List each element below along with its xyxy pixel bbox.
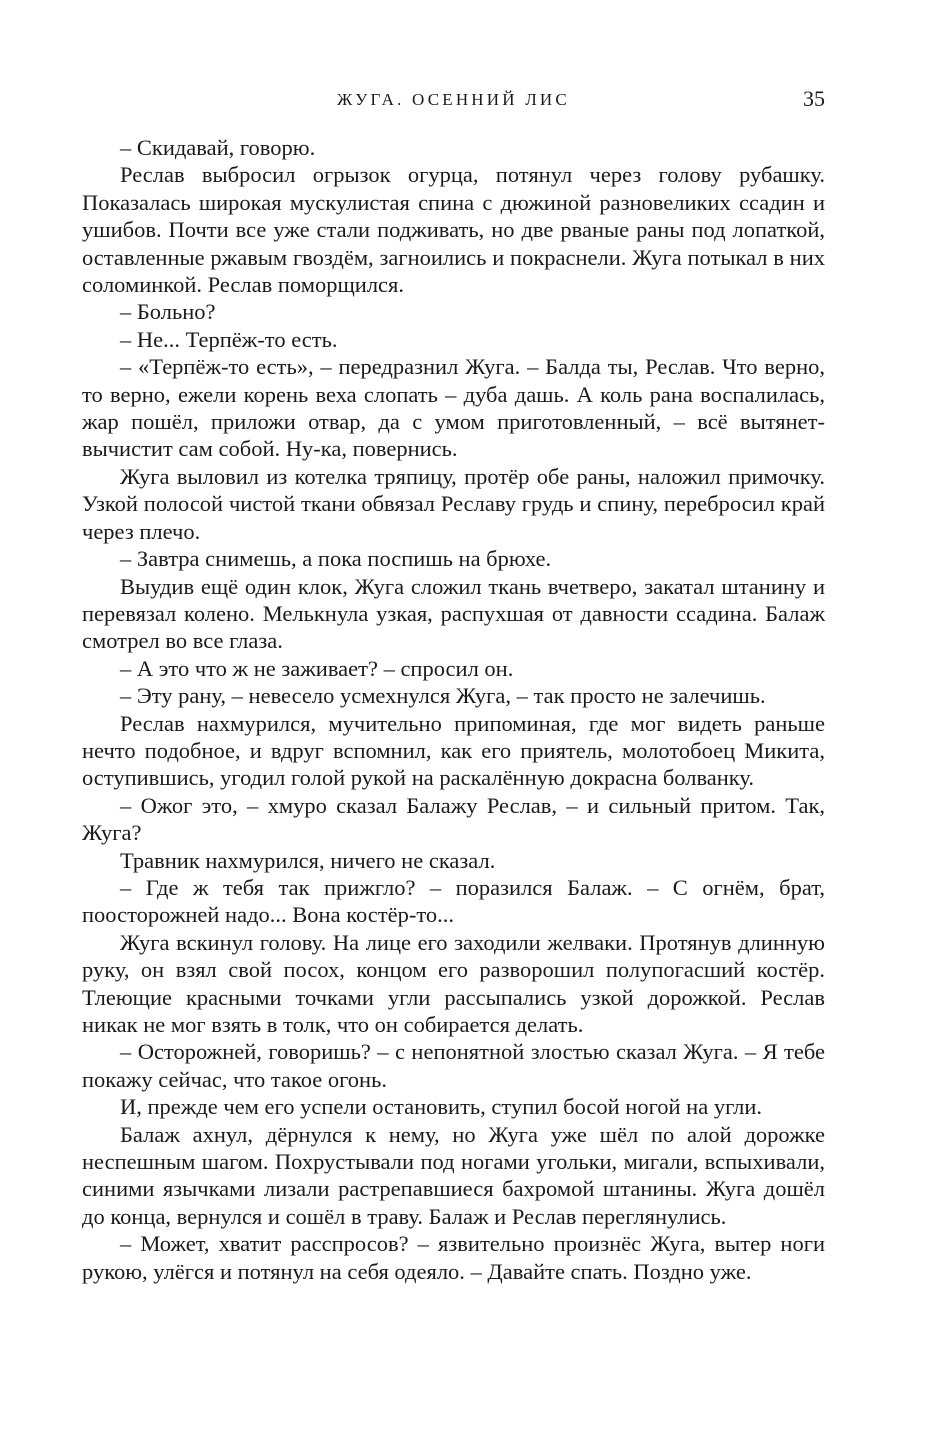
paragraph: – Может, хватит расспросов? – язвительно произнёс Жуга, вытер ноги рукою, улёгся и потянул на себя одеяло. – Давайте спать. Поздно уже. [82, 1231, 825, 1284]
paragraph: – Скидавай, говорю. [120, 135, 316, 160]
paragraph: Реслав выбросил огрызок огурца, потянул через голову рубашку. Показалась широкая мускулистая спина с дюжиной разновеликих ссадин и ушибов. Почти все уже стали подживать, но две рваные раны под лопаткой, оставленные ржавым гвоздём, загноились и покраснели. Жуга потыкал в них соломинкой. Реслав поморщился. [82, 162, 825, 298]
paragraph: Выудив ещё один клок, Жуга сложил ткань вчетверо, закатал штанину и перевязал колено. Мелькнула узкая, распухшая от давности ссадина. Балаж смотрел во все глаза. [82, 573, 825, 654]
paragraph: Реслав нахмурился, мучительно припоминая, где мог видеть раньше нечто подобное, и вдруг вспомнил, как его приятель, молотобоец Микита, оступившись, угодил голой рукой на раскалённую докрасна болванку. [82, 710, 825, 791]
paragraph: Жуга выловил из котелка тряпицу, протёр обе раны, наложил примочку. Узкой полосой чистой ткани обвязал Реславу грудь и спину, перебросил край через плечо. [82, 463, 825, 544]
paragraph: – Завтра снимешь, а пока поспишь на брюхе. [120, 546, 552, 572]
paragraph: – Не... Терпёж-то есть. [120, 326, 338, 352]
body-text [82, 134, 825, 1285]
paragraph: – Больно? [120, 299, 216, 325]
paragraph: – А это что ж не заживает? – спросил он. [120, 655, 514, 681]
paragraph: Жуга вскинул голову. На лице его заходили желваки. Протянув длинную руку, он взял свой посох, концом его разворошил полупогасший костёр. Тлеющие красными точками угли рассыпались узкой дорожкой. Реслав никак не мог взять в толк, что он собирается делать. [82, 929, 825, 1037]
paragraph: Балаж ахнул, дёрнулся к нему, но Жуга уже шёл по алой дорожке неспешным шагом. Похрустывали под ногами угольки, мигали, вспыхивали, синими язычками лизали растрепавшиеся бахромой штанины. Жуга дошёл до конца, вернулся и сошёл в траву. Балаж и Реслав переглянулись. [82, 1121, 825, 1229]
page-number: 35 [803, 86, 825, 111]
paragraph: – «Терпёж-то есть», – передразнил Жуга. – Балда ты, Реслав. Что верно, то верно, ежели корень веха слопать – дуба дашь. А коль рана воспалилась, жар пошёл, приложи отвар, да с умом приготовленный, – всё вытянет-вычистит сам собой. Ну-ка, повернись. [82, 354, 825, 462]
paragraph: – Где ж тебя так прижгло? – поразился Балаж. – С огнём, брат, поосторожней надо... Вона костёр-то... [82, 874, 825, 928]
paragraph: – Эту рану, – невесело усмехнулся Жуга, – так просто не залечишь. [120, 683, 766, 709]
paragraph: – Ожог это, – хмуро сказал Балажу Реслав, – и сильный притом. Так, Жуга? [82, 792, 825, 846]
running-header [82, 86, 825, 116]
paragraph: Травник нахмурился, ничего не сказал. [120, 847, 496, 873]
paragraph: И, прежде чем его успели остановить, ступил босой ногой на угли. [120, 1094, 763, 1120]
paragraph: – Осторожней, говоришь? – с непонятной злостью сказал Жуга. – Я тебе покажу сейчас, что такое огонь. [82, 1039, 825, 1092]
running-title: ЖУГА. ОСЕННИЙ ЛИС [337, 90, 570, 109]
